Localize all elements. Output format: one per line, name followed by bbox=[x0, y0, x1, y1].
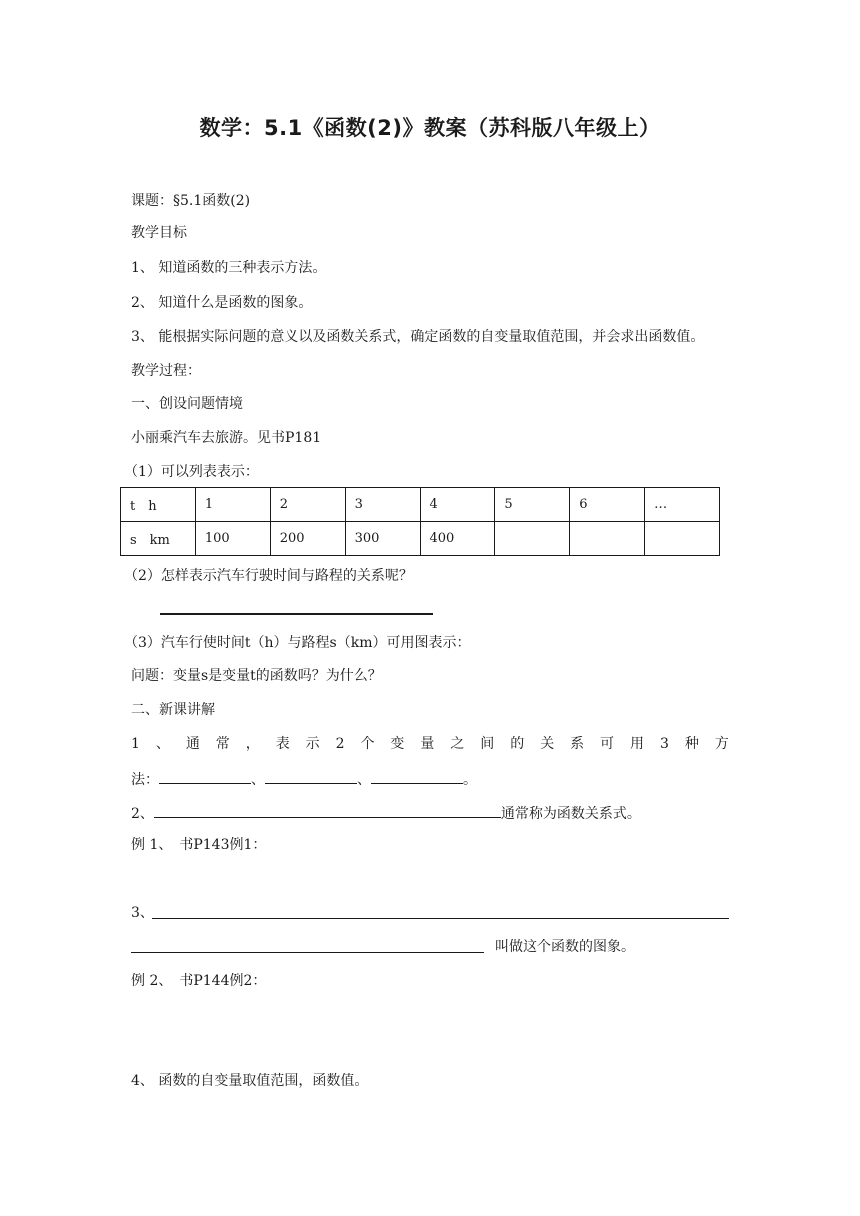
fill-blank bbox=[154, 802, 501, 818]
table-cell bbox=[495, 522, 570, 556]
table-row bbox=[121, 522, 720, 556]
time-distance-table bbox=[120, 487, 720, 556]
section-2-heading: 二、新课讲解 bbox=[131, 702, 215, 718]
item-1-end: 。 bbox=[463, 772, 477, 788]
item-1-char: 常 bbox=[215, 736, 230, 752]
answer-blank-line bbox=[160, 613, 433, 615]
table-cell: 6 bbox=[570, 488, 645, 522]
item-1-char: 变 bbox=[390, 736, 405, 752]
table-cell: … bbox=[645, 488, 720, 522]
item-1-char: 关 bbox=[540, 736, 555, 752]
lesson-topic: 课题：§5.1函数(2) bbox=[131, 193, 251, 209]
table-cell bbox=[645, 522, 720, 556]
table-cell: 1 bbox=[195, 488, 270, 522]
goal-item-3: 3、 能根据实际问题的意义以及函数关系式，确定函数的自变量取值范围，并会求出函数值。 bbox=[131, 329, 705, 345]
item-1-prefix: 法： bbox=[131, 772, 159, 788]
fill-blank bbox=[159, 768, 251, 784]
item-1-char: 、 bbox=[155, 736, 170, 752]
document-title: 数学：5.1《函数(2)》教案（苏科版八年级上） bbox=[199, 116, 661, 140]
table-cell: 300 bbox=[345, 522, 420, 556]
fill-blank bbox=[371, 768, 463, 784]
process-heading: 教学过程： bbox=[131, 363, 201, 379]
table-cell: 4 bbox=[420, 488, 495, 522]
item-1-char: 种 bbox=[684, 736, 699, 752]
item-1-char: 量 bbox=[420, 736, 435, 752]
table-cell: 3 bbox=[345, 488, 420, 522]
table-cell: s km bbox=[121, 522, 196, 556]
item-1-char: 的 bbox=[510, 736, 525, 752]
table-cell bbox=[570, 522, 645, 556]
scenario-text: 小丽乘汽车去旅游。见书P181 bbox=[131, 430, 322, 446]
goal-item-1: 1、 知道函数的三种表示方法。 bbox=[131, 260, 327, 276]
table-cell: t h bbox=[121, 488, 196, 522]
item-1-char: 可 bbox=[600, 736, 615, 752]
example-2: 例 2、 书P144例2： bbox=[131, 973, 267, 989]
fill-blank bbox=[131, 952, 484, 953]
table-row bbox=[121, 488, 720, 522]
item-1-char: 表 bbox=[275, 736, 290, 752]
item-1-char: 用 bbox=[630, 736, 645, 752]
item-1-char: 示 bbox=[305, 736, 320, 752]
table-cell: 400 bbox=[420, 522, 495, 556]
item-2-suffix: 通常称为函数关系式。 bbox=[500, 806, 641, 822]
function-question: 问题：变量s是变量t的函数吗？为什么？ bbox=[131, 668, 382, 684]
item-1-char: 间 bbox=[480, 736, 495, 752]
item-1-char: 方 bbox=[714, 736, 729, 752]
question-3: （3）汽车行使时间t（h）与路程s（km）可用图表示： bbox=[124, 635, 471, 651]
item-2-prefix: 2、 bbox=[131, 806, 154, 822]
table-cell: 5 bbox=[495, 488, 570, 522]
item-1-char: 系 bbox=[570, 736, 585, 752]
item-1-char: ， bbox=[245, 736, 260, 752]
item-3-suffix: 叫做这个函数的图象。 bbox=[495, 939, 635, 955]
separator: 、 bbox=[357, 772, 371, 788]
fill-blank bbox=[152, 918, 729, 919]
item-1-continuation bbox=[131, 768, 477, 790]
separator: 、 bbox=[251, 772, 265, 788]
fill-blank bbox=[265, 768, 357, 784]
goal-item-2: 2、 知道什么是函数的图象。 bbox=[131, 295, 313, 311]
table-cell: 100 bbox=[195, 522, 270, 556]
question-1: （1）可以列表表示： bbox=[124, 464, 259, 480]
item-3-prefix: 3、 bbox=[131, 905, 154, 921]
table-cell: 2 bbox=[270, 488, 345, 522]
item-2-line bbox=[131, 802, 641, 824]
section-1-heading: 一、创设问题情境 bbox=[131, 396, 243, 412]
table-cell: 200 bbox=[270, 522, 345, 556]
item-4: 4、 函数的自变量取值范围，函数值。 bbox=[131, 1073, 369, 1089]
item-1-char: 个 bbox=[360, 736, 375, 752]
question-2: （2）怎样表示汽车行驶时间与路程的关系呢？ bbox=[124, 568, 413, 584]
goals-heading: 教学目标 bbox=[131, 225, 187, 241]
item-1-char: 2 bbox=[335, 736, 345, 752]
item-1-char: 通 bbox=[185, 736, 200, 752]
item-1-char: 3 bbox=[660, 736, 669, 752]
example-1: 例 1、 书P143例1： bbox=[131, 837, 267, 853]
item-1-char: 之 bbox=[450, 736, 465, 752]
item-1-char: 1 bbox=[131, 736, 140, 752]
item-1-line bbox=[131, 734, 729, 754]
